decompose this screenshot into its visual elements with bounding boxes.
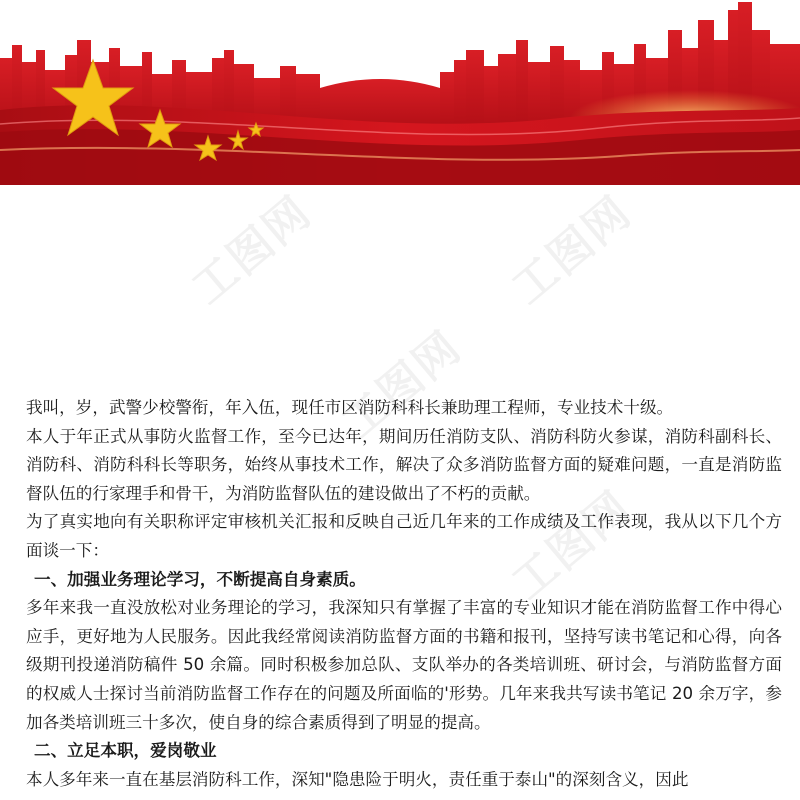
red-skyline-ribbon-graphic (0, 0, 800, 185)
section-heading-1: 一、加强业务理论学习，不断提高自身素质。 (34, 569, 366, 589)
paragraph-study: 多年来我一直没放松对业务理论的学习，我深知只有掌握了丰富的专业知识才能在消防监督工作中得心应手，更好地为人民服务。因此我经常阅读消防监督方面的书籍和报刊，坚持写读书笔记和心得，向各级期刊投递消防稿件 50 余篇。同时积极参加总队、支队举办的各类培训班、研讨会，与消防监督方面的权威人士探讨当前消防监督工作存在的问题及所面临的'形势。几年来我共写读书笔记 20 余万字，参加各类培训班三十多次，使自身的综合素质得到了明显的提高。 (26, 598, 782, 732)
watermark-text: 工图网 (502, 186, 642, 315)
watermark-text: 工图网 (332, 321, 472, 450)
watermark-text: 工图网 (182, 186, 322, 315)
header-banner (0, 0, 800, 185)
document-body (26, 394, 782, 794)
paragraph-purpose: 为了真实地向有关职称评定审核机关汇报和反映自己近几年来的工作成绩及工作表现，我从以下几个方面谈一下： (26, 512, 782, 560)
paragraph-duty: 本人多年来一直在基层消防科工作，深知"隐患险于明火，责任重于泰山"的深刻含义，因此 (26, 769, 689, 789)
watermark-text: 工图网 (502, 481, 642, 610)
paragraph-career: 本人于年正式从事防火监督工作，至今已达年，期间历任消防支队、消防科防火参谋，消防科副科长、消防科、消防科科长等职务，始终从事技术工作，解决了众多消防监督方面的疑难问题，一直是消防监督队伍的行家理手和骨干，为消防监督队伍的建设做出了不朽的贡献。 (26, 426, 782, 503)
section-heading-2: 二、立足本职，爱岗敬业 (34, 741, 217, 761)
paragraph-intro: 我叫，岁，武警少校警衔，年入伍，现任市区消防科科长兼助理工程师，专业技术十级。 (26, 398, 674, 417)
